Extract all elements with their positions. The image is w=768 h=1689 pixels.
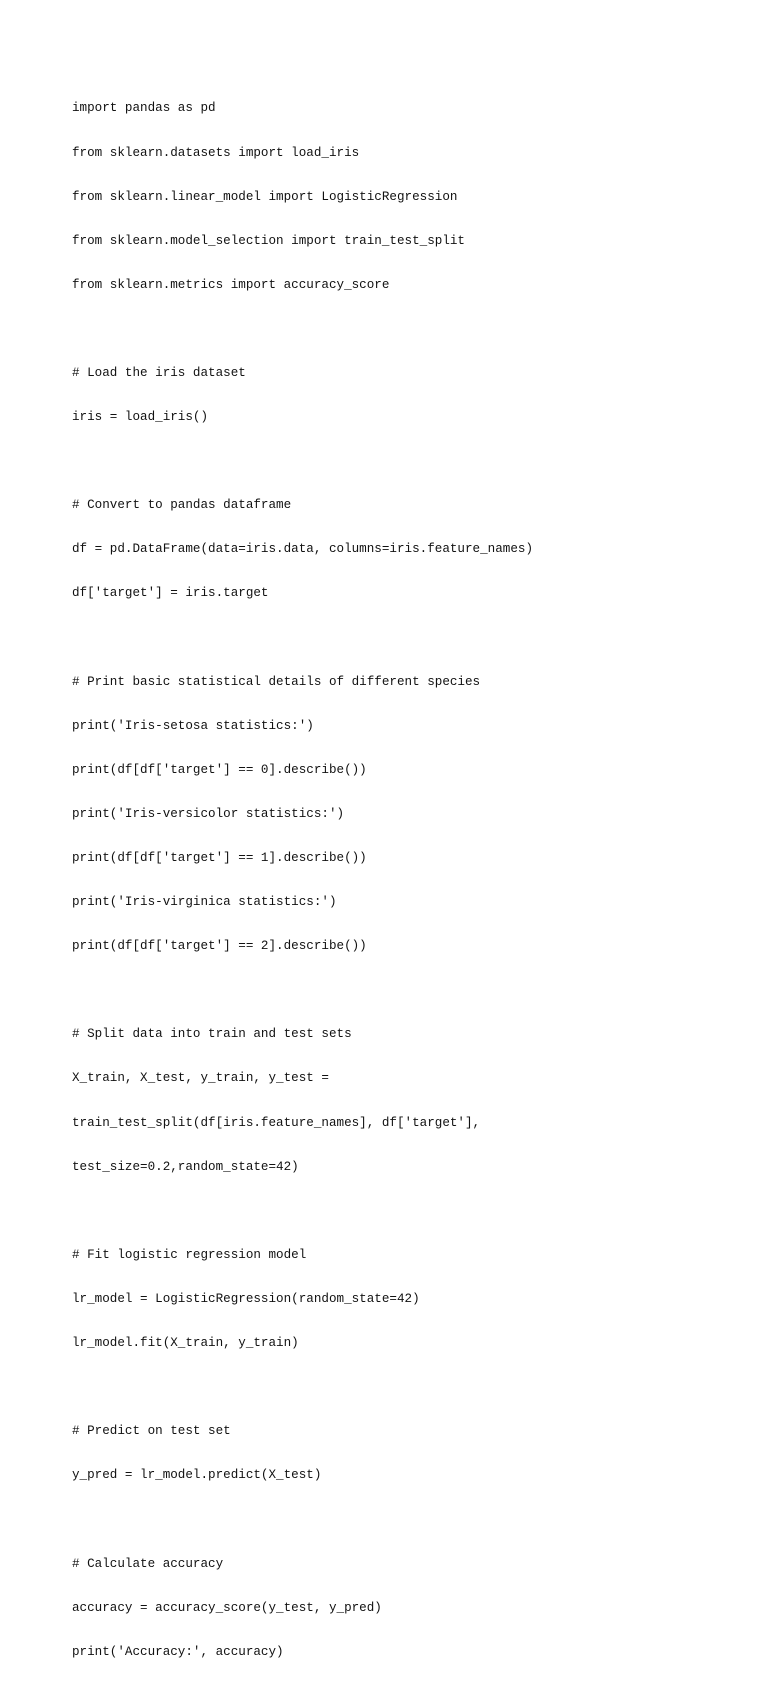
blank-line [72, 322, 712, 337]
code-line: import pandas as pd [72, 101, 216, 116]
code-line: lr_model = LogisticRegression(random_state=42) [72, 1291, 420, 1306]
code-line: accuracy = accuracy_score(y_test, y_pred) [72, 1600, 382, 1615]
code-line: from sklearn.datasets import load_iris [72, 145, 360, 160]
code-comment: # Calculate accuracy [72, 1556, 224, 1571]
blank-line [72, 1380, 712, 1395]
code-line: print('Accuracy:', accuracy) [72, 1644, 284, 1659]
blank-line [72, 983, 712, 998]
code-line: y_pred = lr_model.predict(X_test) [72, 1468, 322, 1483]
code-line: print(df[df['target'] == 2].describe()) [72, 939, 367, 954]
code-line: from sklearn.model_selection import train_test_split [72, 233, 465, 248]
code-line: print(df[df['target'] == 0].describe()) [72, 762, 367, 777]
code-line: print('Iris-versicolor statistics:') [72, 806, 345, 821]
code-line: X_train, X_test, y_train, y_test = [72, 1071, 329, 1086]
code-line: test_size=0.2,random_state=42) [72, 1159, 299, 1174]
code-line: from sklearn.metrics import accuracy_score [72, 277, 390, 292]
code-line: df['target'] = iris.target [72, 586, 269, 601]
code-comment: # Predict on test set [72, 1424, 231, 1439]
code-comment: # Split data into train and test sets [72, 1027, 352, 1042]
code-line: lr_model.fit(X_train, y_train) [72, 1336, 299, 1351]
blank-line [72, 454, 712, 469]
code-line: print(df[df['target'] == 1].describe()) [72, 851, 367, 865]
blank-line [72, 631, 712, 646]
code-line: print('Iris-virginica statistics:') [72, 895, 337, 910]
code-line: iris = load_iris() [72, 410, 209, 425]
code-line: print('Iris-setosa statistics:') [72, 718, 314, 733]
code-line: train_test_split(df[iris.feature_names], df['target'], [72, 1115, 481, 1130]
blank-line [72, 1512, 712, 1527]
code-comment: # Load the iris dataset [72, 365, 246, 380]
code-comment: # Print basic statistical details of different species [72, 674, 481, 689]
code-block [72, 72, 712, 1689]
code-line: from sklearn.linear_model import LogisticRegression [72, 189, 458, 204]
code-line: df = pd.DataFrame(data=iris.data, columns=iris.feature_names) [72, 542, 534, 557]
blank-line [72, 1204, 712, 1219]
code-comment: # Convert to pandas dataframe [72, 498, 292, 513]
code-comment: # Fit logistic regression model [72, 1247, 307, 1262]
